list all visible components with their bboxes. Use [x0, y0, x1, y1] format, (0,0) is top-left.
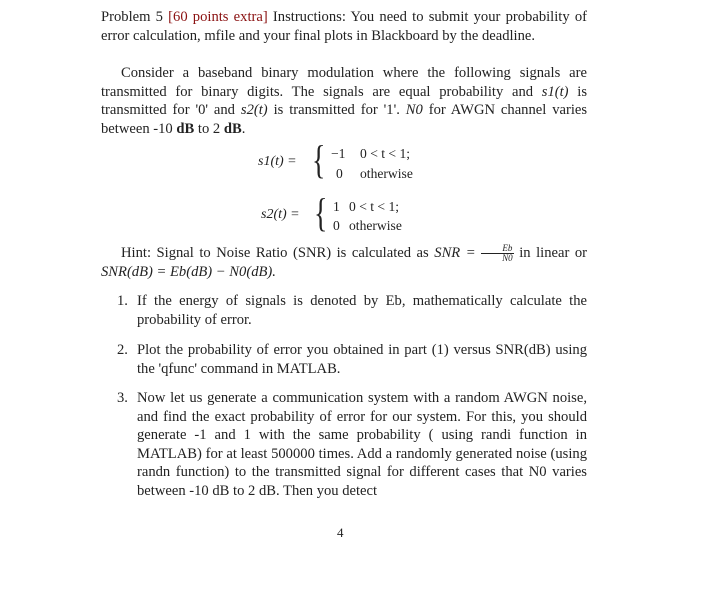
s1-case1-value: −1	[331, 146, 346, 161]
item-number: 3.	[117, 390, 128, 406]
intro-text-3: is transmitted for '1'.	[273, 102, 400, 119]
item-number: 1.	[117, 293, 128, 309]
list-item	[117, 292, 587, 329]
s1-brace: {	[312, 137, 326, 182]
points-link[interactable]: [60 points extra]	[168, 9, 268, 25]
intro-text-1: Consider a baseband binary modulation where the following signals are transmitted for binary digits. The signals are equal probability and	[101, 65, 587, 100]
page-number: 4	[337, 525, 344, 540]
snr-db-equation: SNR(dB) = Eb(dB) − N0(dB).	[101, 264, 276, 281]
frac-numerator: Eb	[481, 244, 514, 254]
hint-paragraph	[101, 244, 587, 282]
s1-symbol: s1(t)	[541, 83, 569, 100]
intro-text-4: for AWGN channel varies between -10	[101, 102, 588, 137]
s1-label: s1(t) =	[258, 154, 297, 169]
item-number: 2.	[117, 342, 128, 358]
s1-case2-condition: otherwise	[360, 166, 413, 181]
intro-text-5: to 2	[197, 120, 221, 137]
db-unit: dB	[176, 120, 195, 137]
db-unit-2: dB	[223, 120, 242, 137]
item-text: Now let us generate a communication system with a random AWGN noise, and find the exact probability of error for our system. For this, you should generate -1 and 1 with the same probability ( using randi function in MATLAB) for at least 500000 times. Add a randomly generated noise (using randn function) to the transmitted signal for different cases that N0 varies between -10 dB to 2 dB. Then you detect	[137, 390, 587, 499]
s1-case1-condition: 0 < t < 1;	[360, 146, 411, 161]
frac-denominator: N0	[502, 253, 513, 264]
snr-equation: SNR =	[434, 245, 476, 261]
s2-case1-condition: 0 < t < 1;	[349, 199, 400, 214]
s1-case2-value: 0	[336, 166, 343, 181]
hint-text-1: Hint: Signal to Noise Ratio (SNR) is calculated as	[121, 245, 429, 261]
s2-case1-value: 1	[333, 199, 340, 214]
intro-paragraph: Consider a baseband binary modulation where the following signals are transmitted for binary digits. The signals are equal probability and s1(t) is transmitted for '0' and s2(t) is transmitted for '1'. N0 for AWGN channel varies between -10 dB to 2 dB.	[101, 65, 588, 137]
hint-text-2: in linear or	[519, 245, 587, 261]
list-item	[117, 389, 587, 501]
n0-symbol: N0	[405, 102, 423, 119]
snr-fraction	[481, 244, 514, 263]
intro-text-2: is transmitted for '0' and	[101, 83, 588, 119]
s2-brace: {	[314, 190, 328, 235]
item-text: If the energy of signals is denoted by Eb, mathematically calculate the probability of error.	[137, 293, 587, 328]
list-item	[117, 341, 587, 378]
problem-heading: Problem 5	[101, 9, 163, 25]
s2-symbol: s2(t)	[240, 102, 268, 119]
s2-case2-condition: otherwise	[349, 218, 402, 233]
s2-label: s2(t) =	[261, 207, 300, 222]
item-text: Plot the probability of error you obtained in part (1) versus SNR(dB) using the 'qfunc' command in MATLAB.	[137, 342, 587, 377]
instructions-text: Instructions: You need to submit your probability of error calculation, mfile and your final plots in Blackboard by the deadline.	[101, 9, 587, 44]
problem-paragraph	[101, 8, 587, 45]
s2-case2-value: 0	[333, 218, 340, 233]
